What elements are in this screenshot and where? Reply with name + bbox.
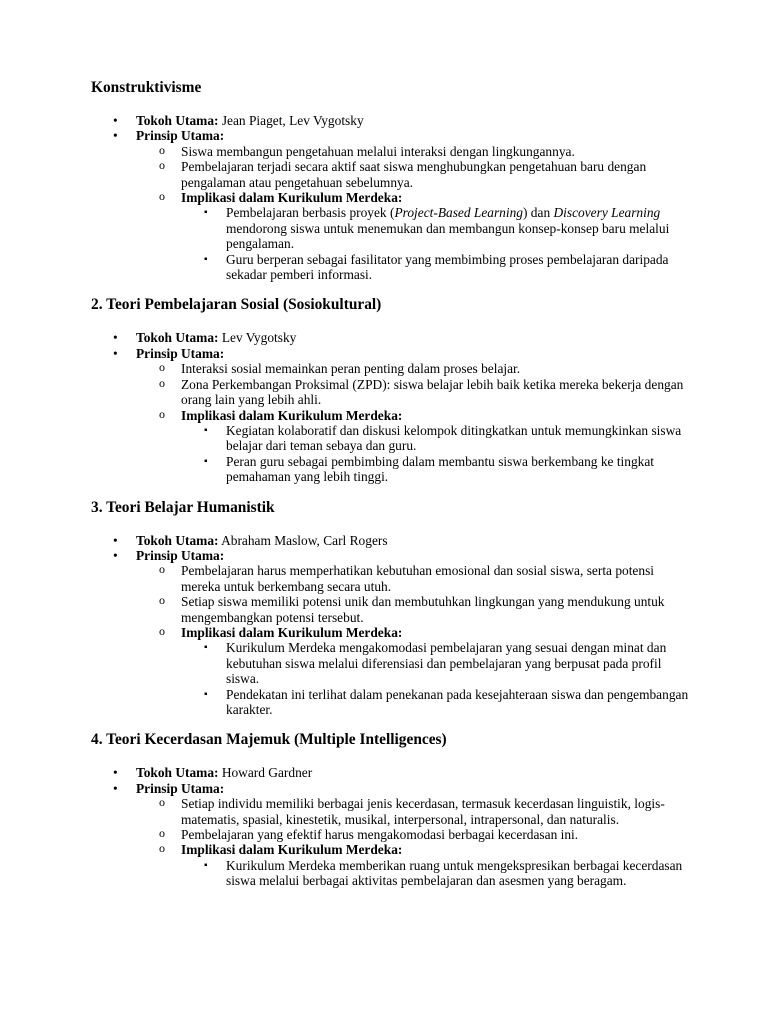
bullet-list — [91, 533, 691, 718]
tokoh-value: Jean Piaget, Lev Vygotsky — [218, 113, 364, 128]
list-item: o Setiap individu memiliki berbagai jenis kecerdasan, termasuk kecerdasan linguistik, logis-matematis, spasial, kinestetik, musikal, interpersonal, intrapersonal, dan naturalis. — [136, 796, 691, 827]
section-heading: 2. Teori Pembelajaran Sosial (Sosiokultural) — [91, 296, 382, 314]
sub-sub-list — [181, 423, 691, 485]
tokoh-value: Howard Gardner — [218, 765, 313, 781]
section-heading: 4. Teori Kecerdasan Majemuk (Multiple Intelligences) — [91, 731, 447, 749]
sub-list — [136, 796, 691, 888]
section-humanistik — [91, 499, 691, 718]
sub-sub-list — [181, 205, 691, 282]
list-item-tokoh — [91, 765, 691, 780]
sub-sub-list — [181, 640, 691, 717]
implikasi-label: Implikasi dalam Kurikulum Merdeka: — [181, 624, 403, 640]
prinsip-label: Prinsip Utama: — [136, 128, 225, 144]
list-item: ▪ Pendekatan ini terlihat dalam penekanan pada kesejahteraan siswa dan pengembangan karakter. — [181, 687, 691, 718]
italic-text: Project-Based Learning — [394, 205, 523, 221]
list-item: ▪ Guru berperan sebagai fasilitator yang membimbing proses pembelajaran daripada sekadar pemberi informasi. — [181, 252, 691, 283]
bullet-list — [91, 330, 691, 484]
section-heading: Konstruktivisme — [91, 79, 202, 96]
list-item: ▪ Kurikulum Merdeka mengakomodasi pembelajaran yang sesuai dengan minat dan kebutuhan siswa melalui diferensiasi dan pembelajaran yang berpusat pada profil siswa. — [181, 640, 691, 686]
bullet-list — [91, 113, 691, 282]
prinsip-label: Prinsip Utama: — [136, 780, 225, 796]
prinsip-label: Prinsip Utama: — [136, 547, 225, 563]
list-item: o Zona Perkembangan Proksimal (ZPD): siswa belajar lebih baik ketika mereka bekerja dengan orang lain yang lebih ahli. — [136, 377, 691, 408]
list-item: ▪ Peran guru sebagai pembimbing dalam membantu siswa berkembang ke tingkat pemahaman yang lebih tinggi. — [181, 454, 691, 485]
list-item-prinsip — [91, 548, 691, 717]
sub-list — [136, 563, 691, 717]
list-item-implikasi — [136, 190, 691, 282]
sub-list — [136, 144, 691, 283]
list-item-prinsip — [91, 128, 691, 282]
implikasi-label: Implikasi dalam Kurikulum Merdeka: — [181, 842, 403, 858]
sub-list — [136, 361, 691, 484]
list-item: o Interaksi sosial memainkan peran penting dalam proses belajar. — [136, 361, 691, 376]
list-item-implikasi — [136, 408, 691, 485]
tokoh-label: Tokoh Utama: — [136, 113, 219, 128]
list-item-implikasi — [136, 625, 691, 717]
text: Pembelajaran berbasis proyek ( — [226, 205, 395, 221]
text: ) dan — [523, 205, 554, 221]
list-item: o Siswa membangun pengetahuan melalui interaksi dengan lingkungannya. — [136, 144, 691, 159]
list-item-prinsip — [91, 346, 691, 485]
list-item-tokoh — [91, 330, 691, 345]
italic-text: Discovery Learning — [553, 205, 661, 221]
list-item: o Pembelajaran terjadi secara aktif saat siswa menghubungkan pengetahuan baru dengan pengalaman atau pengetahuan sebelumnya. — [136, 159, 691, 190]
section-sosiokultural — [91, 296, 691, 484]
sub-sub-list — [181, 858, 691, 889]
tokoh-label: Tokoh Utama: — [136, 532, 219, 548]
tokoh-label: Tokoh Utama: — [136, 330, 219, 346]
list-item: o Pembelajaran yang efektif harus mengakomodasi berbagai kecerdasan ini. — [136, 827, 691, 842]
tokoh-label: Tokoh Utama: — [136, 765, 219, 781]
list-item: ▪ Kegiatan kolaboratif dan diskusi kelompok ditingkatkan untuk memungkinkan siswa belajar dari teman sebaya dan guru. — [181, 423, 691, 454]
list-item-tokoh — [91, 113, 691, 128]
list-item-implikasi — [136, 842, 691, 888]
list-item — [181, 205, 691, 251]
text: mendorong siswa untuk menemukan dan membangun konsep-konsep baru melalui pengalaman. — [226, 220, 670, 252]
implikasi-label: Implikasi dalam Kurikulum Merdeka: — [181, 407, 403, 423]
tokoh-value: Abraham Maslow, Carl Rogers — [218, 532, 388, 548]
tokoh-value: Lev Vygotsky — [218, 330, 297, 346]
section-konstruktivisme — [91, 79, 691, 282]
section-kecerdasan-majemuk — [91, 731, 691, 888]
list-item: ▪ Kurikulum Merdeka memberikan ruang untuk mengekspresikan berbagai kecerdasan siswa melalui berbagai aktivitas pembelajaran dan asesmen yang beragam. — [181, 858, 691, 889]
list-item-tokoh — [91, 533, 691, 548]
document-content — [91, 79, 691, 903]
section-heading: 3. Teori Belajar Humanistik — [91, 498, 275, 516]
bullet-list — [91, 765, 691, 888]
implikasi-label: Implikasi dalam Kurikulum Merdeka: — [181, 190, 403, 206]
list-item-prinsip — [91, 781, 691, 889]
list-item: o Setiap siswa memiliki potensi unik dan membutuhkan lingkungan yang mendukung untuk mengembangkan potensi tersebut. — [136, 594, 691, 625]
prinsip-label: Prinsip Utama: — [136, 345, 225, 361]
list-item: o Pembelajaran harus memperhatikan kebutuhan emosional dan sosial siswa, serta potensi mereka untuk berkembang secara utuh. — [136, 563, 691, 594]
